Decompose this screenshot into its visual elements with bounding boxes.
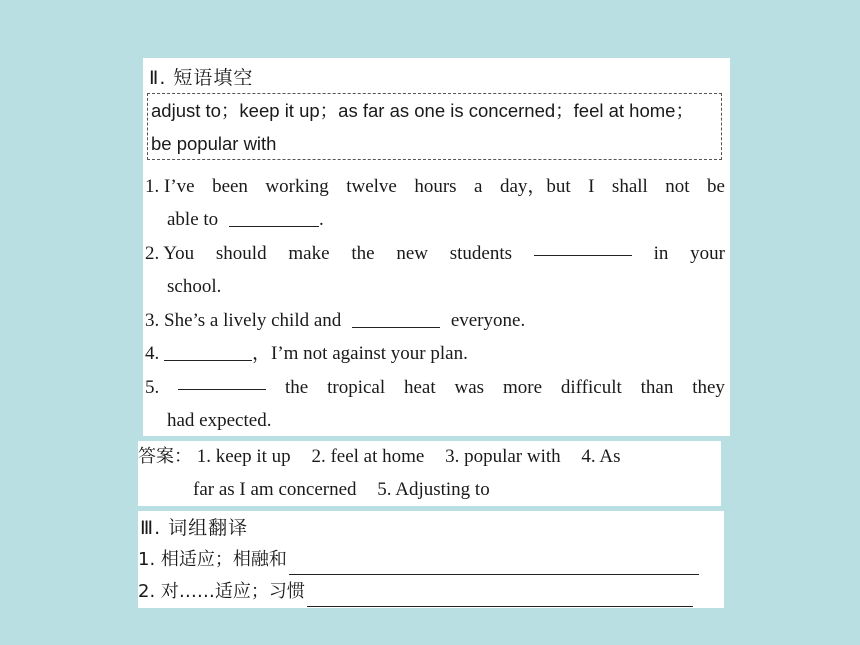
word: shall <box>611 176 648 197</box>
question-5-number: 5. <box>145 377 160 398</box>
question-1 <box>145 170 723 236</box>
section-ii-title: Ⅱ. 短语填空 <box>149 67 254 89</box>
word: more <box>502 377 543 398</box>
translation-item-2-text: 2. 对……适应；习惯 <box>138 581 305 602</box>
word: should <box>215 243 267 264</box>
word: hours <box>414 176 457 197</box>
word: in <box>653 243 669 264</box>
phrase-bank-line-1: adjust to；keep it up；as far as one is concerned；feel at home； <box>151 100 694 121</box>
word: twelve <box>346 176 397 197</box>
answer-blank-3[interactable] <box>352 309 440 328</box>
word: working <box>265 176 329 197</box>
word: they <box>692 377 725 398</box>
question-4-number: 4. <box>145 343 160 364</box>
word: day，but <box>499 176 571 197</box>
answer-blank-1[interactable] <box>229 208 319 227</box>
question-4-text: ，I’m not against your plan. <box>252 343 468 364</box>
word: heat <box>404 377 436 398</box>
question-1-line-1 <box>145 170 725 203</box>
word: tropical <box>327 377 386 398</box>
answer-blank-2[interactable] <box>534 237 632 256</box>
word: your <box>690 243 725 264</box>
word: difficult <box>560 377 622 398</box>
answer-5: 5. Adjusting to <box>377 479 490 500</box>
question-2-line-1 <box>145 237 725 270</box>
word: not <box>665 176 690 197</box>
question-5-line-2: had expected. <box>167 410 272 431</box>
answer-4-start: 4. As <box>581 446 621 467</box>
word: I <box>588 176 595 197</box>
word: new <box>396 243 428 264</box>
phrase-bank-line-2: be popular with <box>151 133 277 154</box>
answer-blank-4[interactable] <box>164 342 252 361</box>
word: 2. You <box>145 243 195 264</box>
answer-2: 2. feel at home <box>311 446 425 467</box>
answer-line-2 <box>193 474 506 506</box>
answer-panel <box>138 441 721 506</box>
question-3 <box>145 304 723 337</box>
translation-item-2 <box>138 577 693 607</box>
question-4 <box>145 337 723 370</box>
period: . <box>318 209 324 230</box>
fill-in-phrases-panel <box>143 58 730 436</box>
question-1-line-2 <box>145 203 723 236</box>
question-1-text: able to <box>167 209 219 230</box>
translation-item-1 <box>138 545 699 575</box>
word: be <box>707 176 725 197</box>
question-2-line-2: school. <box>167 276 222 297</box>
translation-blank-2[interactable] <box>307 586 693 607</box>
question-5 <box>145 371 723 437</box>
phrase-bank-box <box>147 93 722 160</box>
question-5-line-1 <box>145 371 725 404</box>
question-2 <box>145 237 723 303</box>
word: was <box>454 377 485 398</box>
word: make <box>288 243 330 264</box>
question-3-text-end: everyone. <box>450 310 526 331</box>
question-3-text: 3. She’s a lively child and <box>145 310 342 331</box>
word: 1. I’ve <box>145 176 195 197</box>
word: the <box>351 243 375 264</box>
word: the <box>285 377 309 398</box>
translation-item-1-text: 1. 相适应；相融和 <box>138 549 287 570</box>
word: than <box>640 377 674 398</box>
word: a <box>474 176 483 197</box>
word: been <box>212 176 248 197</box>
phrase-translation-panel <box>138 511 724 608</box>
answer-1: 1. keep it up <box>196 446 291 467</box>
word: students <box>449 243 513 264</box>
answer-4-end: far as I am concerned <box>193 479 357 500</box>
answer-3: 3. popular with <box>445 446 561 467</box>
translation-blank-1[interactable] <box>289 554 699 575</box>
answer-line-1 <box>138 441 637 473</box>
answer-label: 答案： <box>138 446 192 467</box>
section-iii-title: Ⅲ. 词组翻译 <box>140 517 249 539</box>
answer-blank-5[interactable] <box>178 371 266 390</box>
